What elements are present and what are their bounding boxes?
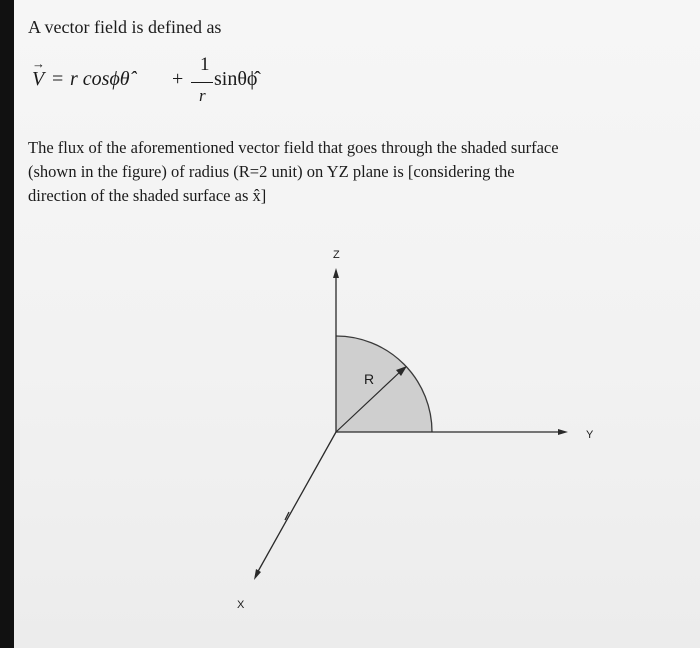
paragraph-line-2: (shown in the figure) of radius (R=2 unit) on YZ plane is [considering the xyxy=(28,162,515,181)
z-axis-label: Z xyxy=(333,249,340,261)
vector-symbol: V xyxy=(32,68,45,90)
question-intro: A vector field is defined as xyxy=(28,17,222,37)
equals-sign: = xyxy=(52,68,64,90)
plus-sign: + xyxy=(172,68,184,90)
radius-label: R xyxy=(364,371,375,387)
x-axis-label: X xyxy=(237,599,245,611)
y-axis-label: Y xyxy=(586,429,594,441)
fraction-numerator: 1 xyxy=(200,54,210,75)
vector-arrow: → xyxy=(32,56,45,71)
equation-term-2: sinθϕ̂ xyxy=(214,68,258,90)
y-axis-arrowhead xyxy=(558,429,568,435)
equation-term-1: r cosϕθ̂ xyxy=(70,68,130,90)
x-axis xyxy=(256,432,336,575)
paragraph-line-3: direction of the shaded surface as x̂] xyxy=(28,186,267,205)
z-axis-arrowhead xyxy=(333,268,339,278)
fraction-denominator: r xyxy=(199,86,206,105)
paragraph-line-1: The flux of the aforementioned vector field that goes through the shaded surface xyxy=(28,138,559,157)
shaded-quarter-disc xyxy=(336,336,432,432)
x-axis-arrowhead xyxy=(254,569,261,580)
